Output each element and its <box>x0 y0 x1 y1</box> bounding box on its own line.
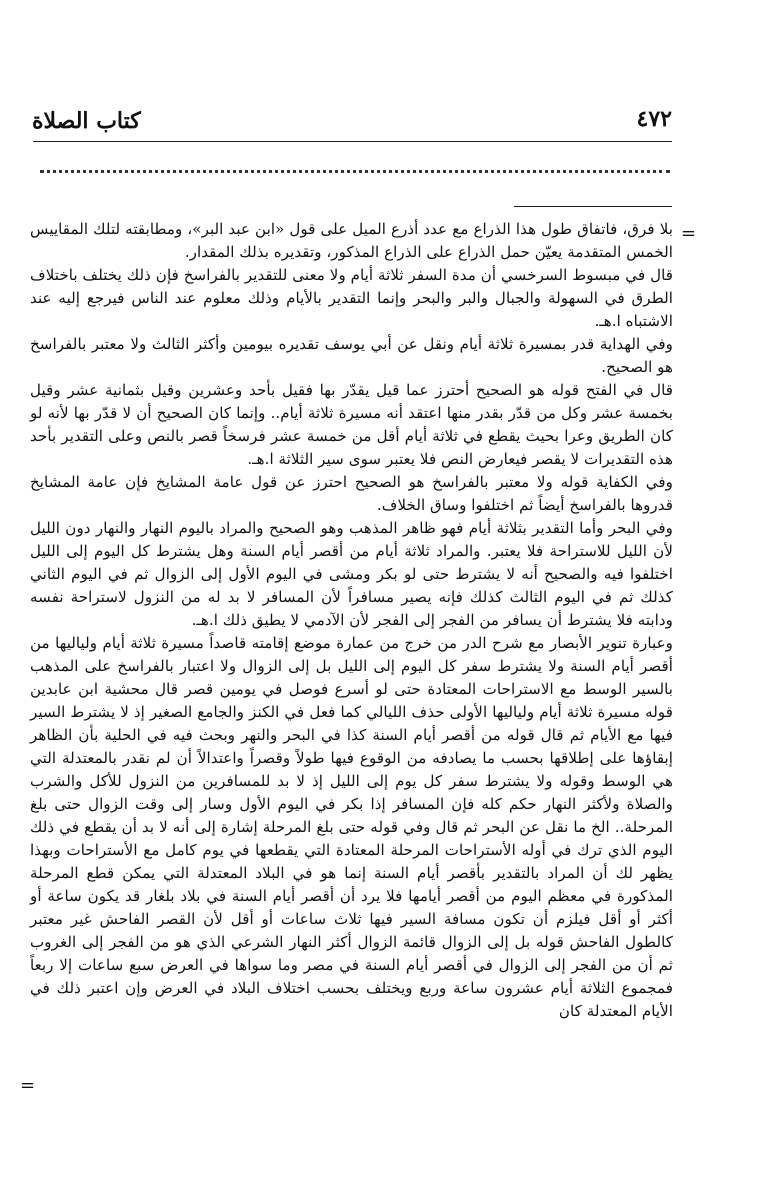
footnote-paragraph: وفي البحر وأما التقدير بثلاثة أيام فهو ظاهر المذهب وهو الصحيح والمراد باليوم النهار والنهار دون الليل لأن الليل للاستراحة فلا يعتبر. والمراد ثلاثة أيام من أقصر أيام السنة وهل يشترط كل اليوم إلى الليل اختلفوا فيه والصحيح أنه لا يشترط حتى لو بكر ومشى في اليوم الأول إلى الزوال ثم في اليوم الثاني كذلك ثم في اليوم الثالث كذلك فإنه يصير مسافراً لأن المسافر لا بد له من النزول لاستراحة نفسه ودابته فلا يشترط أن يسافر من الفجر إلى الفجر لأن الآدمي لا يطيق ذلك ا.هـ. <box>30 519 673 629</box>
footnote-paragraph: بلا فرق، فاتفاق طول هذا الذراع مع عدد أذرع الميل على قول «ابن عبد البر»، ومطابقته لتلك المقاييس الخمس المتقدمة يعيّن حمل الذراع على الذراع المذكور، وتقديره بذلك المقدار. <box>30 220 673 261</box>
page-header-title: كتاب الصلاة <box>32 108 141 134</box>
dotted-separator <box>40 170 670 173</box>
continuation-mark-start: = <box>680 223 696 244</box>
footnote-separator-rule <box>514 206 672 207</box>
footnote-text <box>30 218 673 1023</box>
footnote-paragraph: قال في مبسوط السرخسي أن مدة السفر ثلاثة أيام ولا معنى للتقدير بالفراسخ فإن ذلك يختلف باختلاف الطرق في السهولة والجبال والبر والبحر وإنما التقدير بالأيام وذلك معلوم عند الناس فيرجع إليه عند الاشتباه ا.هـ. <box>30 266 673 330</box>
footnote-paragraph: وعبارة تنوير الأبصار مع شرح الدر من خرج من عمارة موضع إقامته قاصداً مسيرة ثلاثة أيام ولياليها من أقصر أيام السنة ولا يشترط سفر كل اليوم إلى الليل بل إلى الزوال ولا اعتبار بالفراسخ على المذهب بالسير الوسط مع الاستراحات المعتادة حتى لو أسرع فوصل في يومين قصر قال محشية ابن عابدين قوله مسيرة ثلاثة أيام ولياليها الأولى حذف الليالي كما فعل في الكنز والجامع الصغير إذ لا يشترط السير فيها مع الأيام ثم قال قوله من أقصر أيام السنة كذا في البحر والنهر وبحث فيه في الحلية بأن الظاهر إبقاؤها على إطلاقها بحسب ما يصادفه من الوقوع فيها طولاً وقصراً واعتدالاً أن لم نقدر بالمعتدلة التي هي الوسط وقوله ولا يشترط سفر كل يوم إلى الليل إذ لا بد للمسافرين من النزول للأكل والشرب والصلاة ولأكثر النهار حكم كله فإن المسافر إذا بكر في اليوم الأول وسار إلى وقت الزوال حتى بلغ المرحلة.. الخ ما نقل عن البحر ثم قال وفي قوله حتى بلغ المرحلة إشارة إلى أنه لا بد أن يقطع في ذلك اليوم الذي ترك في أوله الأستراحات المرحلة المعتادة التي يقطعها في يوم كامل مع الأستراحات وبهذا يظهر لك أن المراد بالتقدير بأقصر أيام السنة إنما هو في البلاد المعتدلة التي يمكن قطع المرحلة المذكورة في معظم اليوم من أقصر أيامها فلا يرد أن أقصر أيام السنة في بلاد بلغار قد يكون ساعة أو أكثر أو أقل فيلزم أن تكون مسافة السير فيها ثلاث ساعات أو أقل لأن القصر الفاحش غير معتبر كالطول الفاحش قوله بل إلى الزوال قائمة الزوال أكثر النهار الشرعي الذي هو من الفجر إلى الغروب ثم أن من الفجر إلى الزوال في أقصر أيام السنة في مصر وما سواها في العرض سبع ساعات إلا ربعاً فمجموع الثلاثة أيام عشرون ساعة وربع ويختلف بحسب اختلاف البلاد في العرض وإن اعتبر ذلك في الأيام المعتدلة كان <box>30 634 673 1020</box>
continuation-mark-end: = <box>20 1075 36 1096</box>
page-number: ٤٧٢ <box>636 106 672 132</box>
footnote-paragraph: وفي الهداية قدر بمسيرة ثلاثة أيام ونقل عن أبي يوسف تقديره بيومين وأكثر الثالث ولا معتبر بالفراسخ هو الصحيح. <box>30 335 673 376</box>
footnote-paragraph: قال في الفتح قوله هو الصحيح أحترز عما قيل يقدّر بها فقيل بأحد وعشرين وقيل بثمانية عشر وقيل بخمسة عشر وكل من قدّر بقدر منها اعتقد أنه مسيرة ثلاثة أيام.. وإنما كان الصحيح أن لا قدّر بها لأنه لو كان الطريق وعرا بحيث يقطع في ثلاثة أيام أقل من خمسة عشر فرسخاً قصر بالنص وعلى التقدير بأحد هذه التقديرات لا يقصر فيعارض النص فلا يعتبر سوى سير الثلاثة ا.هـ. <box>30 381 673 468</box>
footnote-paragraph: وفي الكفاية قوله ولا معتبر بالفراسخ هو الصحيح احترز عن قول عامة المشايخ فإن عامة المشايخ قدروها بالفراسخ أيضاً ثم اختلفوا وساق الخلاف. <box>30 473 673 514</box>
header-rule <box>33 141 672 142</box>
